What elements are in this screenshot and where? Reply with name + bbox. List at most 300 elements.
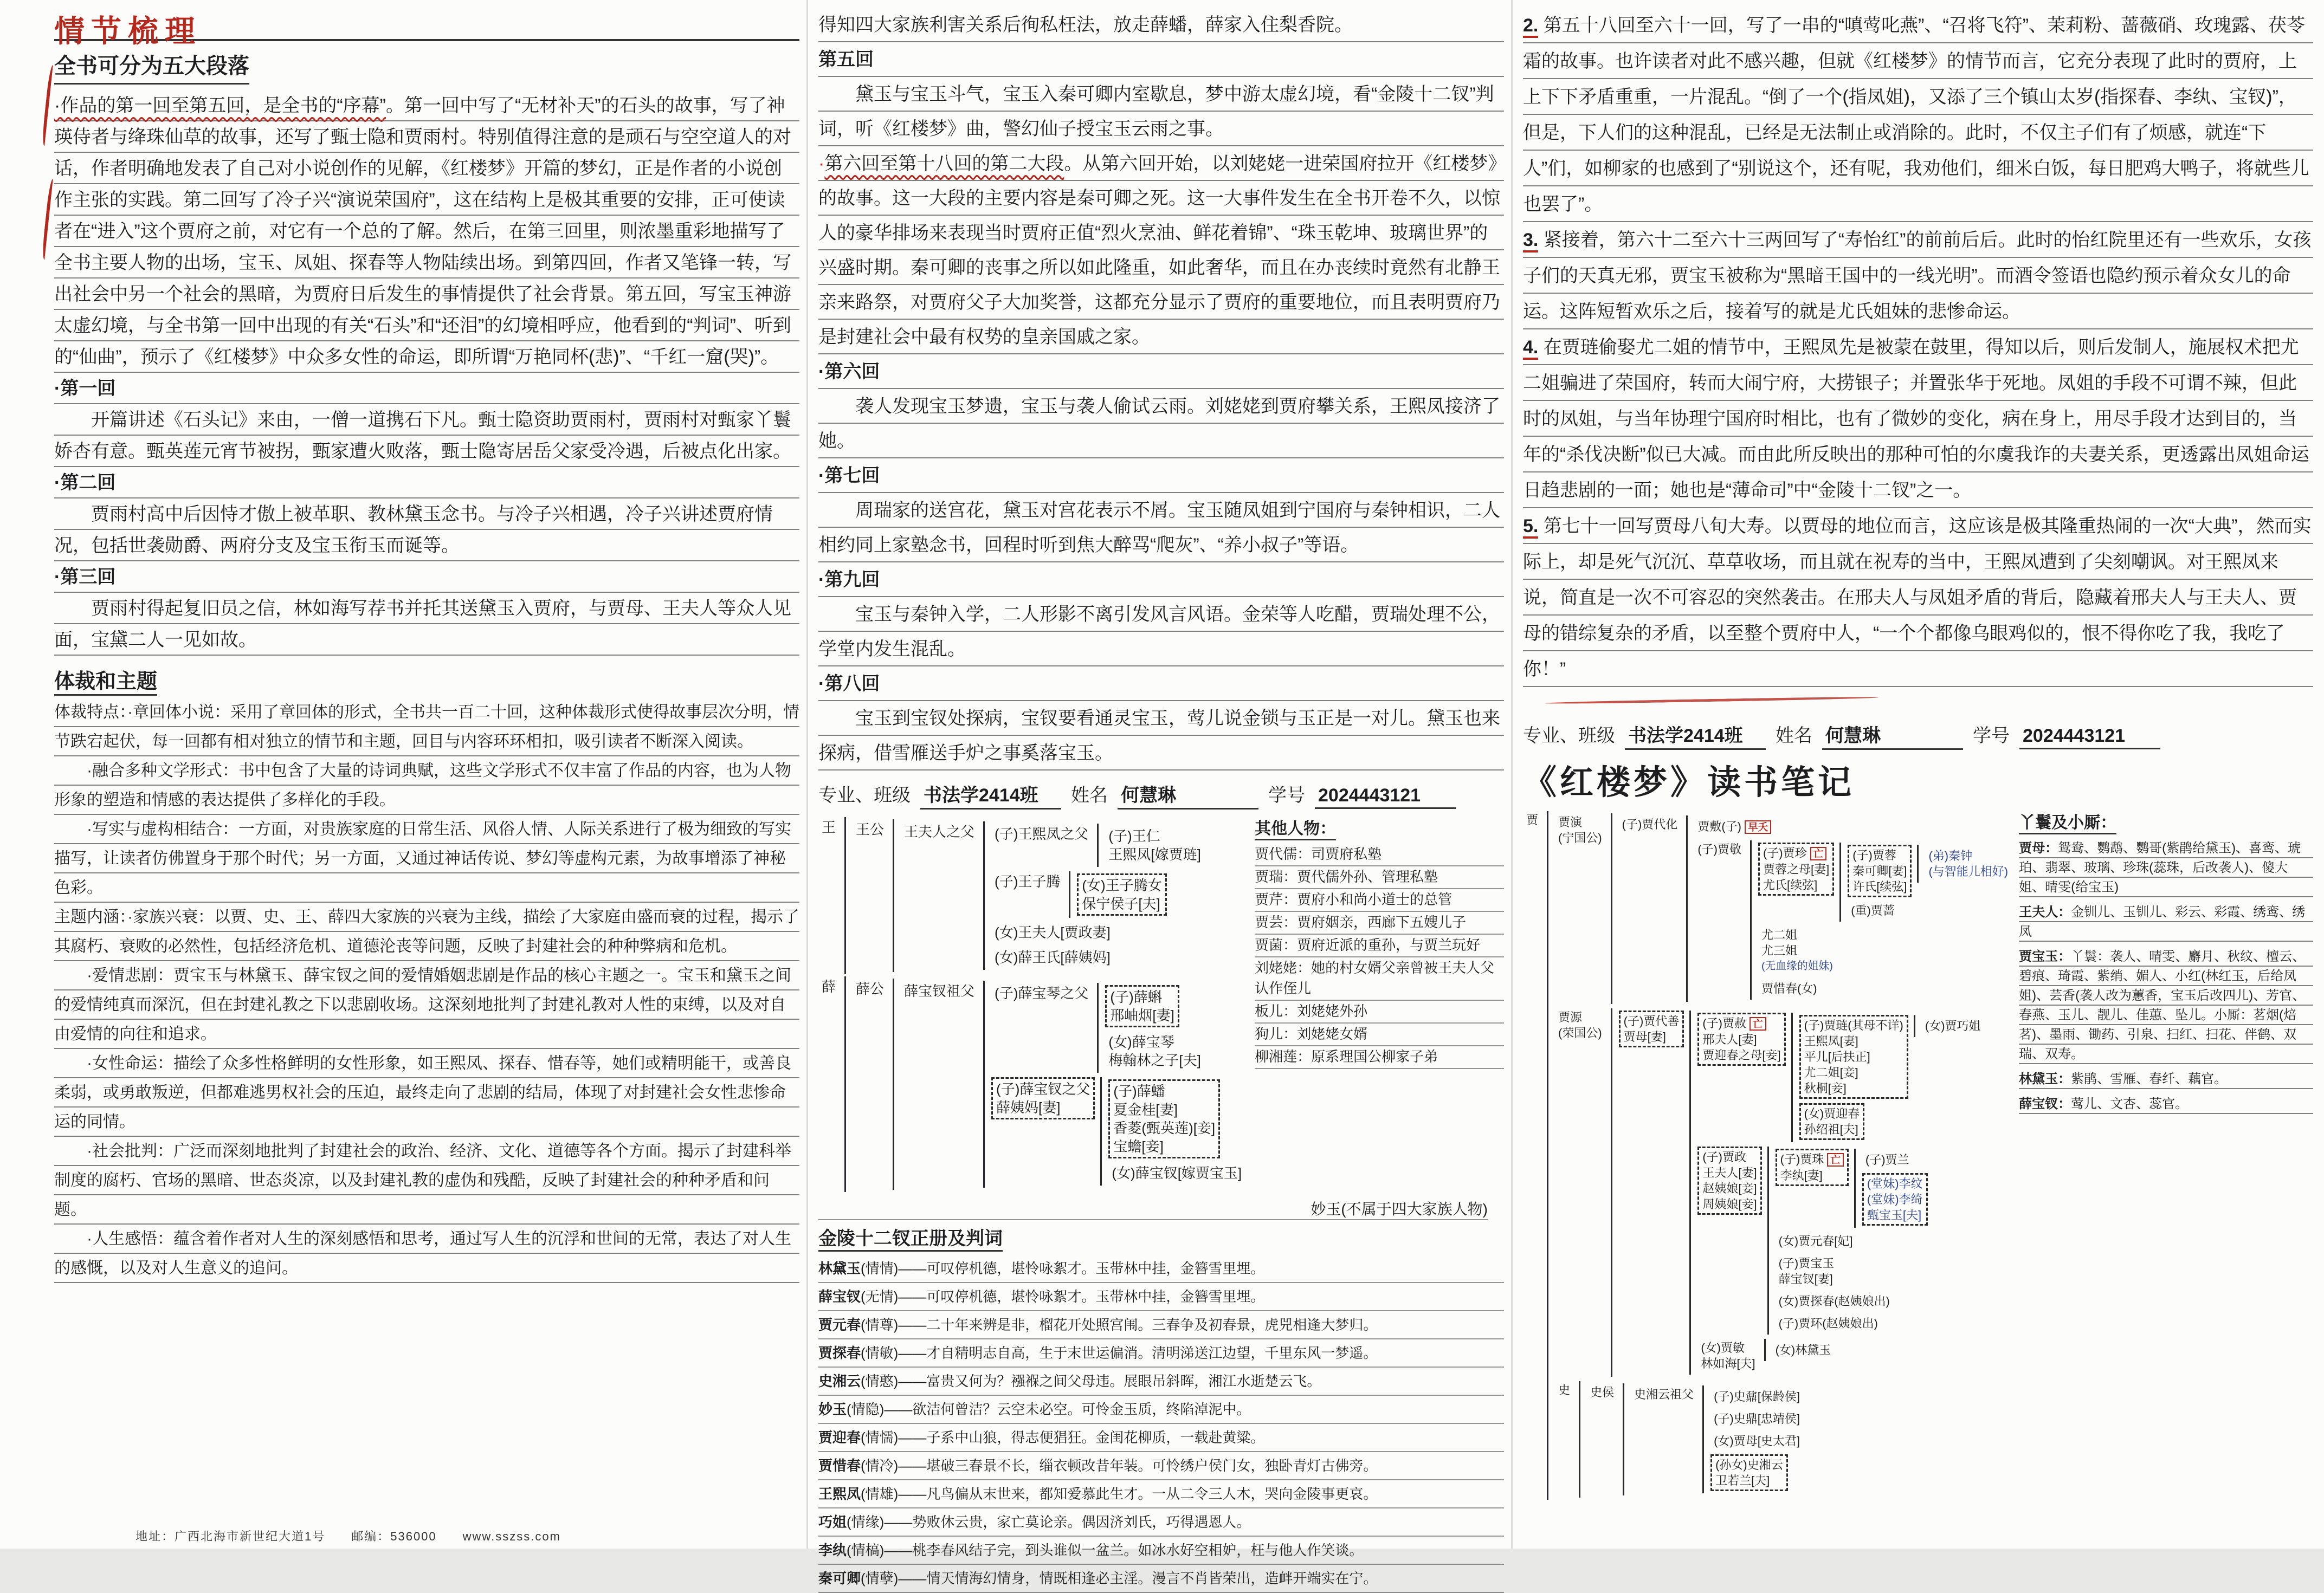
tree-node-label [1776,1314,1881,1332]
tree-node-line: (子)薛蝌 [1110,989,1162,1005]
chapter-list [54,373,799,656]
tree-node-label [1105,1032,1204,1071]
tree-node-label [1710,1454,1788,1491]
form-value-major: 书法学2414班 [920,780,1061,810]
tree-node [1776,1149,1928,1228]
tree-node [1922,1017,1984,1035]
genre-item: ·女性命运：描绘了众多性格鲜明的女性形象，如王熙凤、探春、惜春等，她们或精明能干，或善良柔弱，或勇敢叛逆，但都难逃男权社会的压迫，最终走向了悲剧的结局，体现了对封建社会女性悲惨命运的同情。 [54,1049,799,1137]
tree-node-line: (女)贾母[史太君] [1714,1434,1800,1448]
tree-children [844,817,1204,974]
tree-node-line: (子)王子腾 [995,873,1061,890]
tree-node [818,817,1245,974]
tree-node-line: (宁国公) [1558,831,1602,845]
judgment-row [818,1424,1504,1452]
tree-children [844,976,1245,1192]
judgment-row [818,1537,1504,1565]
tree-node-label [991,824,1092,844]
other-character-item: 刘姥姥：她的村女婿父亲曾被王夫人父认作侄儿 [1255,957,1504,1001]
chapter-body: 袭人发现宝玉梦遗，宝玉与袭人偷试云雨。刘姥姥到贾府攀关系，王熙凤接济了她。 [818,389,1504,458]
tree-children [1767,1147,1928,1335]
tree-node-line: (子)贾敬 [1697,843,1741,856]
intro-rest: 。第一回中写了“无材补天”的石头的故事，写了神瑛侍者与绛珠仙草的故事，还写了甄士隐和贾雨村。特别值得注意的是顽石与空空道人的对话，作者明确地发表了自己对小说创作的见解，《红楼梦》开篇的梦幻，正是作者的小说创作主张的实践。第二回写了冷子兴“演说荣国府”，这在结构上是极其重要的安排，正可使读者在“进入”这个贾府之前，对它有一个总的了解。然后，在第三回里，则浓墨重彩地描写了全书主要人物的出场，宝玉、凤姐、探春等人物陆续出场。到第四回，作者又笔锋一转，写出社会中另一个社会的黑暗，为贾府日后发生的事情提供了社会背景。第五回，写宝玉神游太虚幻境，与全书第一回中出现的有关“石头”和“还泪”的幻境相呼应，他看到的“判词”、听到的“仙曲”，预示了《红楼梦》中众多女性的命运，即所谓“万艳同杯(悲)”、“千红一窟(哭)”。 [54,95,791,367]
intro-paragraph [54,90,799,373]
numbered-paragraph [1523,508,2313,687]
form-value-sid: 2024443121 [2019,726,2160,749]
tree-node [818,976,1245,1192]
chapter [54,373,799,467]
page-3 [1518,0,2319,1549]
tree-children [1547,811,2011,1500]
judgment-verse: ——桃李春风结子完，到头谁似一盆兰。如冰水好空相妒，枉与他人作笑谈。 [884,1542,1364,1558]
tree-node-line: 尤二姐 [1761,928,1797,942]
tree-node [1848,845,2011,897]
tree-node-line: 贾母[妻] [1623,1030,1666,1044]
tree-node-line: (子)贾兰 [1865,1153,1909,1167]
red-heading: 情节梳理 [54,8,799,41]
tree-node-label [1848,845,1912,897]
tree-node-line: (女)王子腾女 [1082,877,1162,893]
tree-node-line: 贾源 [1558,1011,1583,1024]
red-death-mark: 亡 [1827,1153,1844,1167]
other-character-item: 狗儿：刘姥姥女婿 [1255,1024,1504,1046]
judgment-name: 贾惜春 [818,1458,861,1474]
chapter-body: 宝玉到宝钗处探病，宝钗要看通灵宝玉，莺儿说金锁与玉正是一对儿。黛玉也来探病，借雪雁送手炉之事奚落宝玉。 [818,701,1504,770]
chapter-title: 第五回 [818,42,1504,77]
tree-node-label [991,983,1092,1003]
tree-node-label [1758,926,1836,975]
chapter-title: ·第七回 [818,458,1504,493]
tree-node [1758,980,2011,998]
tree-node-line: 王夫人之父 [904,824,975,840]
tree-node-label [1697,1339,1758,1372]
servants-title: 丫鬟及小厮： [2019,809,2116,834]
tree-node [1848,902,2011,919]
tree-node-label [1105,826,1204,865]
other-characters-title: 其他人物： [1255,815,1336,840]
tree-node [991,983,1245,1073]
tree-node-label [1694,818,1774,836]
page-divider [806,0,808,1549]
judgment-tag: (情孽) [861,1570,899,1586]
tree-node-line: 王夫人[妻] [1702,1166,1757,1180]
tree-node-line: (子)贾赦 亡 [1702,1015,1780,1032]
continuation-paragraph: 得知四大家族利害关系后徇私枉法，放走薛蟠，薛家入住梨香院。 [818,8,1504,42]
tree-node [1710,1410,1803,1428]
tree-node-line: (女)林黛玉 [1775,1343,1831,1357]
judgment-name: 秦可卿 [818,1570,861,1586]
tree-children [1764,1339,1835,1361]
judgment-verse: ——可叹停机德，堪怜咏絮才。玉带林中挂，金簪雪里埋。 [898,1288,1265,1305]
judgment-row [818,1508,1504,1537]
tree-node-label [1776,1292,1893,1310]
tree-children [1069,871,1166,918]
tree-children [1097,983,1204,1073]
numbered-paragraph [1523,329,2313,508]
judgment-name: 妙玉 [818,1401,847,1417]
tree-node-line: (堂妹)李纹 [1867,1177,1923,1190]
tree-children [1839,843,2011,922]
tree-node-line: 尤三姐 [1761,944,1797,957]
tree-children [1097,824,1204,867]
tree-node-label [991,947,1114,968]
tree-node-line: 史湘云祖父 [1634,1388,1694,1401]
section-title: 全书可分为五大段落 [54,49,249,85]
form-label-name: 姓名 [1776,726,1812,746]
family-trees [818,815,1245,1194]
tree-node [1776,1292,1928,1310]
tree-node-label [818,976,839,997]
judgment-name: 巧姐 [818,1514,847,1530]
tree-node-line: 薛宝钗[妻] [1778,1272,1833,1286]
tree-node-line: (子)贾政 [1702,1150,1746,1164]
judgment-tag: (情懦) [861,1429,899,1446]
paragraph-number: 3. [1523,230,1538,252]
tree-node [1710,1388,1803,1406]
tree-node-line: (子)薛蟠 [1113,1083,1165,1099]
form-value-name: 何慧琳 [1118,780,1258,810]
tree-node [1555,813,2011,1004]
tree-node-line: 史侯 [1590,1385,1615,1399]
tree-node-line: 香菱(甄英莲)[妾] [1113,1120,1216,1136]
tree-node-line: (子)贾珍 亡 [1763,845,1829,862]
tree-node-line: (与智能儿相好) [1928,865,2009,878]
tree-node-line: (子)史鼐[保龄侯] [1714,1390,1800,1403]
tree-node-line: (子)贾蓉 [1852,849,1896,862]
tree-children [893,819,1204,972]
servant-names: 丫鬟：袭人、晴雯、麝月、秋纹、檀云、碧痕、琦霞、紫绡、媚人、小红(林红玉，后给凤姐)、芸香(袭人改为蕙香，宝玉后改四儿)、芳官、春燕、玉儿、靓儿、佳蕙、坠儿。小厮：茗烟(焙茗)、墨雨、锄药、引泉、扫红、扫花、伴鹤、双瑞、双寿。 [2019,949,2306,1061]
judgment-tag: (情敏) [861,1345,899,1361]
judgment-row [818,1396,1504,1424]
judgment-verse: ——欲洁何曾洁？云空未必空。可怜金玉质，终陷淖泥中。 [884,1401,1251,1417]
servant-group [2019,947,2313,1064]
tree-node [991,871,1204,918]
tree-node-line: (女)贾敏 [1701,1341,1745,1355]
tree-node-line: (子)贾代化 [1622,818,1678,831]
tree-node-line: 卫若兰[夫] [1715,1474,1770,1487]
servant-names: 鸳鸯、鹦鹉、鹦哥(紫鹃给黛玉)、喜鸾、琥珀、翡翠、玻璃、珍珠(蕊珠，后改袭人)、傻大姐、晴雯(给宝玉) [2019,841,2301,895]
judgment-row [818,1255,1504,1283]
judgment-name: 林黛玉 [818,1260,861,1277]
tree-node-line: (子)贾珠 亡 [1780,1151,1844,1168]
genre-item: ·人生感悟：蕴含着作者对人生的深刻感悟和思考，通过写人生的沉浮和世间的无常，表达了对人生的感慨，以及对人生意义的追问。 [54,1225,799,1283]
paragraph-number: 2. [1523,15,1538,38]
form-label-major: 专业、班级 [818,785,911,806]
tree-node-line: (女)贾元春[妃] [1778,1234,1853,1248]
tree-node [1555,1008,2011,1377]
tree-node-line: (女)贾迎春 [1804,1107,1860,1121]
tree-node-line: (女)贾巧姐 [1925,1019,1981,1033]
tree-children [1689,1011,1984,1375]
tree-node [1710,1454,1803,1491]
tree-node-line: 史 [1558,1383,1571,1397]
judgment-row [818,1311,1504,1339]
tree-node-line: 尤二姐[妾] [1804,1066,1858,1079]
servant-owner: 林黛玉： [2019,1072,2071,1086]
tree-node-label [1108,1079,1220,1158]
chapter-title: ·第三回 [54,561,799,593]
tree-children [1611,1008,1984,1377]
servant-group [2019,903,2313,942]
paragraph-number: 5. [1523,516,1538,539]
tree-node-label [1772,1341,1835,1359]
tree-node-line: 赵姨娘[妾] [1702,1182,1757,1195]
footer-text: 地址：广西北海市新世纪大道1号 邮编：536000 www.sszss.com [135,1530,561,1543]
tree-node-line: 邢夫人[妻] [1702,1033,1757,1046]
judgment-name: 贾迎春 [818,1429,861,1446]
other-character-item: 贾芸：贾府姻亲，西廊下五嫂儿子 [1255,912,1504,935]
tree-node-label [991,1077,1095,1119]
red-death-mark: 早夭 [1745,820,1771,834]
chapter [818,562,1504,666]
tree-children [1914,1015,1984,1037]
tree-node-label [1697,1013,1785,1066]
genre-title: 体裁和主题 [54,664,157,696]
tree-node-label [853,979,887,999]
tree-node-label [1555,1008,1605,1042]
servants-list [2019,839,2313,1114]
other-character-item: 贾芹：贾府小和尚小道士的总管 [1255,889,1504,912]
judgment-tag: (无情) [861,1288,899,1305]
chapter-body: 贾雨村高中后因恃才傲上被革职、教林黛玉念书。与冷子兴相遇，冷子兴讲述贾府情况，包括世袭勋爵、两府分支及宝玉衔玉而诞等。 [54,498,799,561]
tree-node-label [1077,873,1166,916]
tree-node [1108,1079,1245,1158]
judgment-verse: ——才自精明志自高，生于末世运偏消。清明涕送江边望，千里东风一梦遥。 [898,1345,1378,1361]
tree-node-line: 林如海[夫] [1701,1357,1755,1370]
genre-item: 主题内涵：·家族兴衰：以贾、史、王、薛四大家族的兴衰为主线，描绘了大家庭由盛而衰的过程，揭示了其腐朽、衰败的必然性，包括经济危机、道德沦丧等问题，反映了封建社会的种种弊病和危机。 [54,903,799,961]
tree-node-line: 薛 [822,979,836,995]
tree-node [1710,1432,1803,1450]
judgment-tag: (情雄) [861,1486,899,1502]
paragraph-number: 4. [1523,337,1538,360]
tree-node-line: (女)薛王氏[薛姨妈] [995,949,1111,966]
red-bullet: · [818,153,825,174]
form-row [818,780,1504,810]
tree-node [1925,847,2011,880]
judgment-row [818,1452,1504,1480]
chapter [54,467,799,561]
segment2-rest: 。从第六回开始，以刘姥姥一进荣国府拉开《红楼梦》的故事。这一大段的主要内容是秦可卿之死。这一大事件发生在全书开卷不久，以惊人的豪华排场来表现当时贾府正值“烈火烹油、鲜花着锦”、“珠玉乾坤、玻璃世界”的兴盛时期。秦可卿的丧事之所以如此隆重，如此奢华，而且在办丧续时竟然有北静王亲来路祭，对贾府父子大加奖誉，这都充分显示了贾府的重要地位，而且表明贾府乃是封建社会中最有权势的皇亲国戚之家。 [818,153,1500,347]
family-tree-xue [818,976,1245,1192]
tree-node-line: 王熙凤[嫁贾琏] [1108,846,1201,863]
tree-node-label [901,981,978,1001]
tree-node-label [991,871,1063,892]
judgment-verse: ——情天情海幻情身，情既相逢必主淫。漫言不肖皆荣出，造衅开端实在宁。 [898,1570,1378,1586]
judgment-name: 史湘云 [818,1373,861,1389]
chapter-body: 黛玉与宝玉斗气，宝玉入秦可卿内室歇息，梦中游太虚幻境，看“金陵十二钗”判词，听《红楼梦》曲，警幻仙子授宝玉云雨之事。 [818,77,1504,146]
tree-node-line: (女)贾探春(赵姨娘出) [1778,1294,1890,1308]
tree-node [1523,811,2011,1500]
page-2 [813,0,1509,1586]
genre-item: 体裁特点：·章回体小说：采用了章回体的形式，全书共一百二十回，这种体裁形式使得故事层次分明，情节跌宕起伏，每一回都有相对独立的情节和主题，回目与内容环环相扣，吸引读者不断深入阅读。 [54,698,799,756]
tree-node-line: (子)王仁 [1108,828,1160,844]
judgment-name: 李纨 [818,1542,847,1558]
tree-node-label [1922,1017,1984,1035]
form-value-major: 书法学2414班 [1625,721,1766,750]
tree-children [1917,845,2011,883]
tree-node-label [901,821,978,842]
tree-node-line: (女)薛宝钗[嫁贾宝玉] [1112,1165,1242,1181]
tree-node-label [1925,847,2011,880]
judgment-name: 贾探春 [818,1345,861,1361]
tree-node [1105,1032,1204,1071]
servant-names: 莺儿、文杏、蕊官。 [2071,1097,2189,1111]
page2-lower [818,815,1504,1194]
tree-node-line: 甄宝玉[夫] [1867,1208,1922,1222]
tree-node-line: 贾演 [1558,815,1583,829]
other-characters-list [1255,844,1504,1069]
chapter [818,354,1504,458]
tree-node-line: (子)贾代善 [1623,1014,1680,1028]
chapter-body: 开篇讲述《石头记》来由，一僧一道携石下凡。甄士隐资助贾雨村，贾雨村对甄家丫鬟娇杏有意。甄英莲元宵节被拐，甄家遭火败落，甄士隐寄居岳父家受冷遇，后被点化出家。 [54,404,799,467]
tree-node-label [1587,1383,1617,1401]
chapter [818,458,1504,562]
tree-node-label [1758,980,1821,998]
tree-node-label [1108,1163,1245,1183]
other-character-item: 柳湘莲：原系理国公柳家子弟 [1255,1046,1504,1069]
tree-children [1686,815,2011,1002]
tree-node-line: 邢岫烟[妻] [1110,1007,1174,1024]
tree-children [893,979,1245,1190]
genre-item: ·社会批判：广泛而深刻地批判了封建社会的政治、经济、文化、道德等各个方面。揭示了封建科举制度的腐朽、官场的黑暗、世态炎凉，以及封建礼教的虚伪和残酷，反映了封建社会的种种矛盾和问题。 [54,1137,799,1225]
numbered-paragraphs [1523,8,2313,687]
form-label-sid: 学号 [1973,726,2010,746]
servant-names: 金钏儿、玉钏儿、彩云、彩霞、绣鸾、绣凤 [2019,905,2306,939]
tree-node-line: (重)贾蔷 [1851,904,1895,917]
other-character-item: 贾代儒：司贾府私塾 [1255,844,1504,866]
tree-node-line: (子)薛宝钗之父 [996,1081,1090,1097]
servant-group [2019,1095,2313,1114]
tree-node [853,819,1204,972]
tree-node-line: (堂妹)李绮 [1867,1193,1923,1206]
judgment-verse: ——富贵又何为？襁褓之间父母违。展眼吊斜晖，湘江水逝楚云飞。 [898,1373,1321,1389]
numbered-paragraph [1523,222,2313,329]
judgment-verse: ——二十年来辨是非，榴花开处照宫闱。三春争及初春景，虎兕相逢大梦归。 [898,1317,1378,1333]
chapter-list [818,354,1504,770]
chapter-body: 周瑞家的送宫花，黛玉对宫花表示不屑。宝玉随凤姐到宁国府与秦钟相识，二人相约同上家塾念书，回程时听到焦大醉骂“爬灰”、“养小叔子”等语。 [818,493,1504,562]
tree-node [901,821,1204,970]
tree-node-line: 平儿[后扶正] [1804,1050,1870,1064]
tree-node [1694,840,2011,1000]
judgments-title: 金陵十二钗正册及判词 [818,1223,1003,1252]
form-label-name: 姓名 [1071,785,1108,806]
judgment-row [818,1368,1504,1396]
tree-node [1772,1341,1835,1359]
red-death-mark: 亡 [1810,847,1827,860]
tree-node-line: (子)贾宝玉 [1778,1257,1835,1270]
tree-node [1758,843,2011,922]
servant-owner: 王夫人： [2019,905,2071,919]
judgment-tag: (情冷) [861,1458,899,1474]
tree-node-line: 秦可卿[妻] [1852,864,1907,878]
servant-owner: 贾母： [2019,841,2058,856]
other-character-item: 贾瑞：贾代儒外孙、管理私塾 [1255,866,1504,889]
tree-node-line: 王熙凤[妻] [1804,1034,1858,1048]
servant-owner: 贾宝玉： [2019,949,2071,964]
judgment-name: 薛宝钗 [818,1288,861,1305]
judgment-tag: (情隐) [847,1401,885,1417]
tree-node-line: 孙绍祖[夫] [1804,1123,1858,1136]
tree-node-label [1619,815,1681,833]
paragraph-text: 紧接着，第六十二至六十三两回写了“寿怡红”的前前后后。此时的怡红院里还有一些欢乐，女孩子们的天真无邪，贾宝玉被称为“黑暗王国中的一线光明”。而酒令签语也隐约预示着众女儿的命运。这阵短暂欢乐之后，接着写的就是尤氏姐妹的悲惨命运。 [1523,230,2312,322]
tree-children [983,981,1245,1188]
tree-node [1105,985,1204,1027]
paragraph-text: 第五十八回至六十一回，写了一串的“嗔莺叱燕”、“召将飞符”、茉莉粉、蔷薇硝、玫瑰露、茯苓霜的故事。也许读者对此不感兴趣，但就《红楼梦》的情节而言，它充分表现了此时的贾府，上上下下矛盾重重，一片混乱。“倒了一个(指凤姐)，又添了三个镇山太岁(指探春、李纨、宝钗)”，但是，下人们的这种混乱，已经是无法制止或消除的。此时，不仅主子们有了烦感，就连“下人”们，如柳家的也感到了“别说这个，还有呢，我劝他们，细米白饭，每日肥鸡大鸭子，将就些儿也罢了”。 [1523,15,2309,215]
tree-node-line: 贾迎春之母[妾] [1702,1048,1781,1062]
chapter [818,666,1504,770]
tree-node-line: 贾敷(子) 早夭 [1697,819,1771,835]
chapter-title: ·第一回 [54,373,799,404]
tree-node-label [1862,1151,1913,1169]
tree-node [1776,1314,1928,1332]
tree-children [1750,840,2011,1000]
tree-node-line: 王公 [856,821,885,838]
judgment-verse: ——堪破三春景不长，缁衣顿改昔年装。可怜绣户侯门女，独卧青灯古佛旁。 [898,1458,1378,1474]
intro-highlight: ·作品的第一回至第五回，是全书的“序幕” [54,95,386,116]
tree-node-label [1758,843,1834,896]
tree-node-line: 尤氏[续弦] [1763,878,1818,892]
tree-children [983,821,1204,970]
servant-names: 紫鹃、雪雁、春纤、藕官。 [2071,1072,2228,1086]
tree-node-line: 薛宝钗祖父 [904,983,975,999]
tree-node-note: (无血缘的姐妹) [1761,960,1833,972]
judgment-verse: ——子系中山狼，得志便猖狂。金闺花柳质，一载赴黄粱。 [898,1429,1265,1446]
judgment-row [818,1339,1504,1368]
tree-node-line: 李纨[妻] [1780,1169,1823,1182]
form-label-major: 专业、班级 [1523,726,1615,746]
judgment-verse: ——凡鸟偏从末世来，都知爱慕此生才。一从二令三人木，哭向金陵事更哀。 [898,1486,1378,1502]
judgment-row [818,1480,1504,1508]
tree-node-label [1697,1147,1761,1215]
chapter-title: ·第八回 [818,666,1504,701]
chapter-body: 贾雨村得起复旧员之信，林如海写荐书并托其送黛玉入贾府，与贾母、王夫人等众人见面，宝黛二人一见如故。 [54,593,799,656]
tree-node-line: (孙女)史湘云 [1715,1458,1783,1472]
judgment-row [818,1565,1504,1593]
tree-node-line: (子)贾琏(其母不详) [1804,1019,1903,1032]
judgment-row [818,1283,1504,1311]
page-1 [49,0,805,1549]
chapter-title: ·第二回 [54,467,799,498]
miaoyu-note: 妙玉(不属于四大家族人物) [818,1197,1488,1220]
tree-node-line: 王 [822,819,836,836]
tree-node [1587,1383,1803,1495]
tree-node-label [1710,1432,1803,1450]
red-scribble [1523,689,2313,711]
tree-node-label [1555,1381,1573,1399]
tree-node-line: (子)王熙凤之父 [995,826,1089,842]
tree-node-label [1523,811,1541,829]
tree-node [991,1077,1245,1186]
other-character-item: 板儿：刘姥姥外孙 [1255,1001,1504,1024]
tree-node-line: 贾惜春(女) [1761,982,1817,995]
tree-node [991,947,1204,968]
tree-node [1776,1232,1928,1250]
tree-node-line: 夏金桂[妻] [1113,1102,1178,1118]
tree-node-label [1631,1385,1697,1403]
paragraph-text: 在贾琏偷娶尤二姐的情节中，王熙凤先是被蒙在鼓里，得知以后，则后发制人，施展权术把尤二姐骗进了荣国府，转而大闹宁府，大捞银子；并置张华于死地。凤姐的手段不可谓不辣，但此时的凤姐，与当年协理宁国府时相比，也有了微妙的变化，病在身上，用尽手段才达到目的，当年的“杀伐决断”似已大减。而由此所反映出的那种可怕的尔虞我诈的夫妻关系，更透露出凤姐命运日趋悲剧的一面；她也是“薄命司”中“金陵十二钗”之一。 [1523,337,2309,501]
tree-node-line: (子)贾环(赵姨娘出) [1778,1317,1878,1330]
tree-node [1555,1381,2011,1498]
judgment-tag: (情情) [861,1260,899,1277]
form-value-sid: 2024443121 [1315,785,1456,809]
servants-panel [2019,809,2313,1502]
tree-node-label [1776,1149,1849,1186]
notes-title: 《红楼梦》读书笔记 [1523,764,1855,801]
tree-node-label [1776,1254,1838,1288]
tree-node-label [1799,1015,1908,1099]
tree-node-label [1710,1388,1803,1406]
tree-children [1579,1381,1803,1498]
tree-node-line: (荣国公) [1558,1026,1602,1040]
